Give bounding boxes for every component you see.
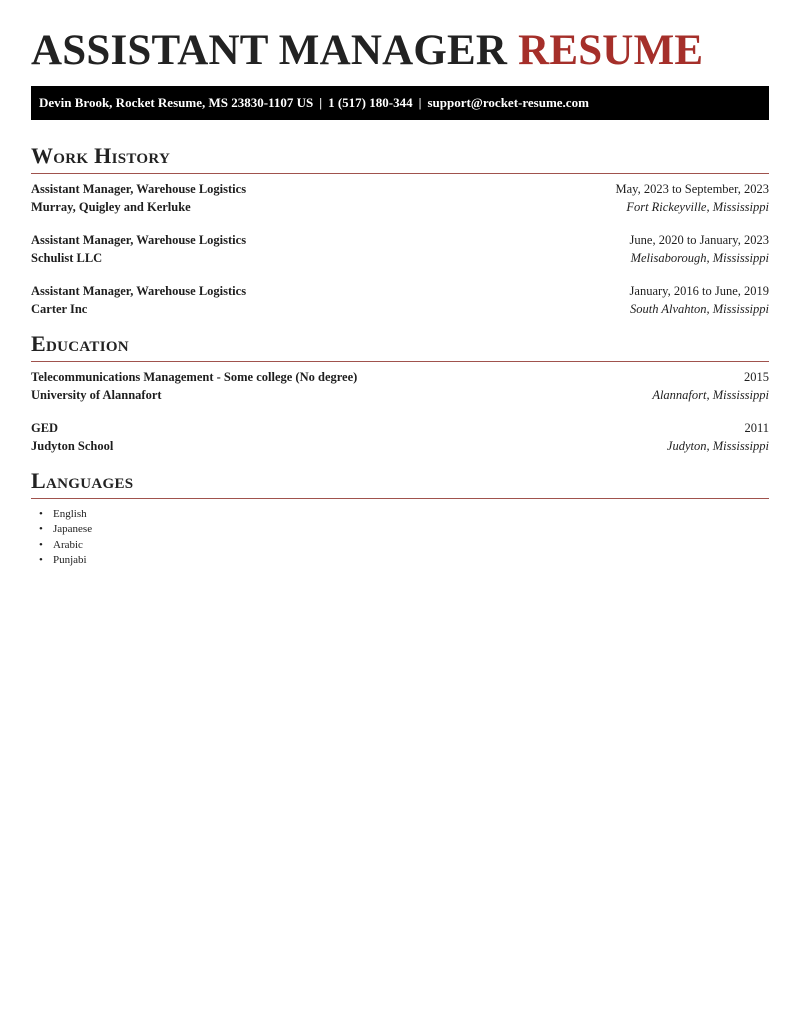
work-company: Carter Inc bbox=[31, 302, 88, 316]
education-year: 2011 bbox=[744, 421, 769, 435]
language-name: Japanese bbox=[53, 523, 93, 536]
language-name: Punjabi bbox=[53, 553, 87, 566]
education-school: Judyton School bbox=[31, 439, 114, 453]
education-section bbox=[31, 331, 769, 455]
title-main: ASSISTANT MANAGER bbox=[31, 27, 508, 74]
language-name: English bbox=[53, 508, 87, 520]
work-role: Assistant Manager, Warehouse Logistics bbox=[31, 233, 247, 247]
work-entry bbox=[31, 180, 769, 216]
education-year: 2015 bbox=[744, 370, 769, 384]
work-company: Murray, Quigley and Kerluke bbox=[31, 200, 191, 214]
work-history-heading: Work History bbox=[31, 143, 769, 174]
education-entry bbox=[31, 368, 769, 404]
language-item bbox=[39, 507, 769, 522]
contact-phone: 1 (517) 180-344 bbox=[328, 95, 413, 110]
education-school: University of Alannafort bbox=[31, 388, 162, 402]
work-dates: May, 2023 to September, 2023 bbox=[615, 182, 769, 196]
work-location: Melisaborough, Mississippi bbox=[630, 251, 769, 265]
work-location: Fort Rickeyville, Mississippi bbox=[626, 200, 769, 214]
work-history-section bbox=[31, 143, 769, 318]
languages-list bbox=[31, 507, 769, 568]
work-dates: June, 2020 to January, 2023 bbox=[629, 233, 769, 247]
bullet-icon: • bbox=[39, 553, 43, 566]
resume-page bbox=[31, 0, 769, 568]
work-entry bbox=[31, 231, 769, 267]
bullet-icon: • bbox=[39, 538, 43, 551]
contact-email[interactable]: support@rocket-resume.com bbox=[427, 95, 589, 110]
languages-section bbox=[31, 468, 769, 568]
language-item bbox=[39, 553, 769, 568]
education-degree: Telecommunications Management - Some college (No degree) bbox=[31, 370, 358, 384]
languages-heading: Languages bbox=[31, 468, 769, 499]
education-list bbox=[31, 368, 769, 455]
work-dates: January, 2016 to June, 2019 bbox=[629, 284, 769, 298]
resume-title bbox=[31, 27, 769, 75]
work-location: South Alvahton, Mississippi bbox=[629, 302, 769, 316]
title-accent: RESUME bbox=[518, 27, 704, 74]
education-location: Alannafort, Mississippi bbox=[652, 388, 769, 402]
work-history-list bbox=[31, 180, 769, 318]
education-entry bbox=[31, 419, 769, 455]
education-heading: Education bbox=[31, 331, 769, 362]
contact-bar bbox=[31, 86, 769, 120]
bullet-icon: • bbox=[39, 523, 43, 536]
contact-separator: | bbox=[319, 95, 323, 110]
work-role: Assistant Manager, Warehouse Logistics bbox=[31, 182, 247, 196]
contact-address: Devin Brook, Rocket Resume, MS 23830-1107 US bbox=[39, 95, 314, 110]
language-item bbox=[39, 522, 769, 537]
education-degree: GED bbox=[31, 421, 59, 435]
work-company: Schulist LLC bbox=[31, 251, 103, 265]
education-location: Judyton, Mississippi bbox=[666, 439, 769, 453]
bullet-icon: • bbox=[39, 508, 43, 520]
work-role: Assistant Manager, Warehouse Logistics bbox=[31, 284, 247, 298]
language-name: Arabic bbox=[53, 538, 83, 551]
language-item bbox=[39, 538, 769, 553]
work-entry bbox=[31, 282, 769, 318]
contact-separator: | bbox=[418, 95, 422, 110]
